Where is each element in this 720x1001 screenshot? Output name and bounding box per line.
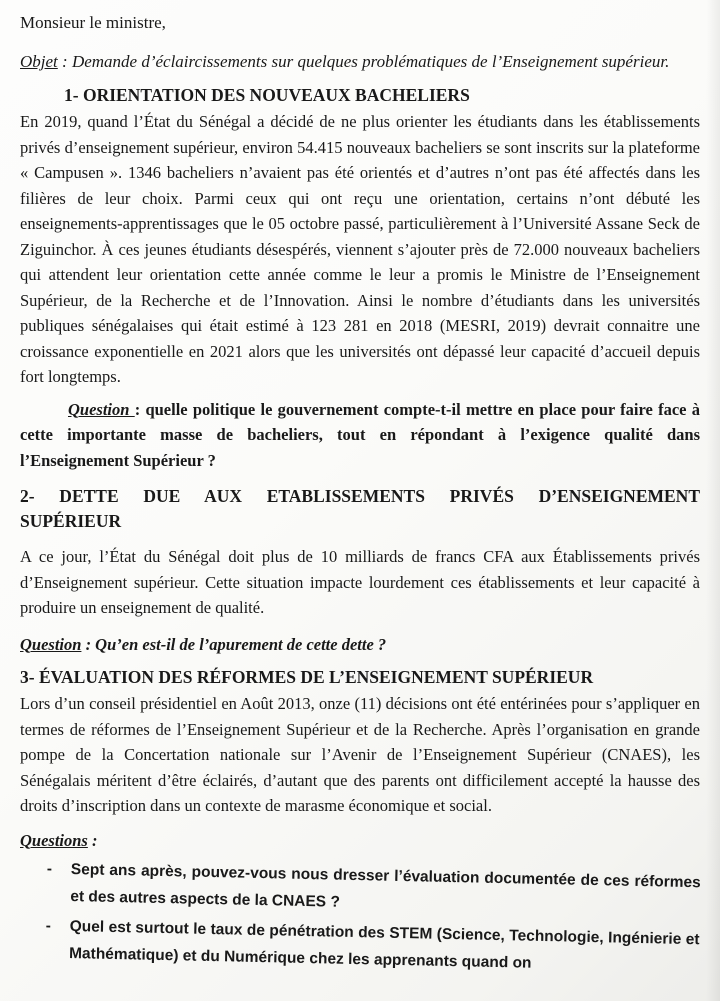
section-3-heading: 3- ÉVALUATION DES RÉFORMES DE L’ENSEIGNEMENT SUPÉRIEUR bbox=[20, 667, 594, 687]
bullet-dash: - bbox=[45, 917, 52, 935]
bullet-dash: - bbox=[46, 860, 53, 878]
section-2-question bbox=[20, 632, 700, 658]
section-2-body: A ce jour, l’État du Sénégal doit plus de 10 milliards de francs CFA aux Établissements privés d’Enseignement supérieur. Cette situation impacte lourdement ces établissements et leur capacité à produire un enseignement de qualité. bbox=[20, 547, 700, 617]
question-text: : quelle politique le gouvernement compte-t-il mettre en place pour faire face à cette importante masse de bacheliers, tout en répondant à l’exigence qualité dans l’Enseignement Supérieur ? bbox=[20, 399, 701, 470]
questions-list bbox=[19, 855, 701, 980]
section-1-question bbox=[20, 397, 700, 474]
questions-heading bbox=[20, 829, 700, 853]
question-text: : Qu’en est-il de l’apurement de cette dette ? bbox=[81, 634, 387, 654]
questions-colon: : bbox=[87, 830, 98, 850]
section-3-body: Lors d’un conseil présidentiel en Août 2013, onze (11) décisions ont été entérinées pour s’appliquer en termes de réformes de l’Enseignement Supérieur et de la Recherche. Après l’organisation en grande pompe de la Concertation nationale sur l’Avenir de l’Enseignement Supérieur (CNAES), les Sénégalais méritent d’être éclairés, d’autant que des parents ont difficilement accepté la hausse des droits d’inscription dans un contexte de marasme économique et social. bbox=[20, 694, 700, 815]
question-label: Question bbox=[68, 399, 135, 419]
subject-text: : Demande d’éclaircissements sur quelques problématiques de l’Enseignement supérieur. bbox=[57, 52, 670, 71]
section-1-heading: 1- ORIENTATION DES NOUVEAUX BACHELIERS bbox=[64, 85, 470, 105]
question-item bbox=[45, 912, 700, 980]
questions-label: Questions bbox=[20, 830, 88, 850]
subject-line bbox=[20, 48, 700, 75]
bullet-text: Quel est surtout le taux de pénétration des STEM (Science, Technologie, Ingénierie et Mathématique) et du Numérique chez les apprenants quand on bbox=[68, 917, 700, 972]
salutation: Monsieur le ministre, bbox=[20, 13, 166, 32]
bullet-text: Sept ans après, pouvez-vous nous dresser l’évaluation documentée de ces réformes et des autres aspects de la CNAES ? bbox=[70, 860, 701, 911]
question-item bbox=[46, 855, 701, 923]
section-1-body: En 2019, quand l’État du Sénégal a décidé de ne plus orienter les étudiants dans les établissements privés d’enseignement supérieur, environ 54.415 nouveaux bacheliers se sont inscrits sur la plateforme « Campusen ». 1346 bacheliers n’avaient pas été orientés et d’autres n’ont pas été affectés dans les filières de leur choix. Parmi ceux qui ont reçu une orientation, certains n’ont débuté les enseignements-apprentissages que le 05 octobre passé, particulièrement à l’Université Assane Seck de Ziguinchor. À ces jeunes étudiants désespérés, viennent s’ajouter près de 72.000 nouveaux bacheliers qui attendent leur orientation cette année comme le leur a promis le Ministre de l’Enseignement Supérieur, de la Recherche et de l’Innovation. Ainsi le nombre d’étudiants dans les universités publiques sénégalaises qui était estimé à 123 281 en 2018 (MESRI, 2019) devrait connaitre une croissance exponentielle en 2021 alors que les universités ont dépassé leur capacité d’accueil depuis fort longtemps. bbox=[20, 112, 700, 386]
question-label: Question bbox=[20, 634, 82, 654]
section-2-heading: 2- DETTE DUE AUX ETABLISSEMENTS PRIVÉS D’ENSEIGNEMENT SUPÉRIEUR bbox=[20, 486, 700, 531]
subject-label: Objet bbox=[20, 52, 58, 71]
